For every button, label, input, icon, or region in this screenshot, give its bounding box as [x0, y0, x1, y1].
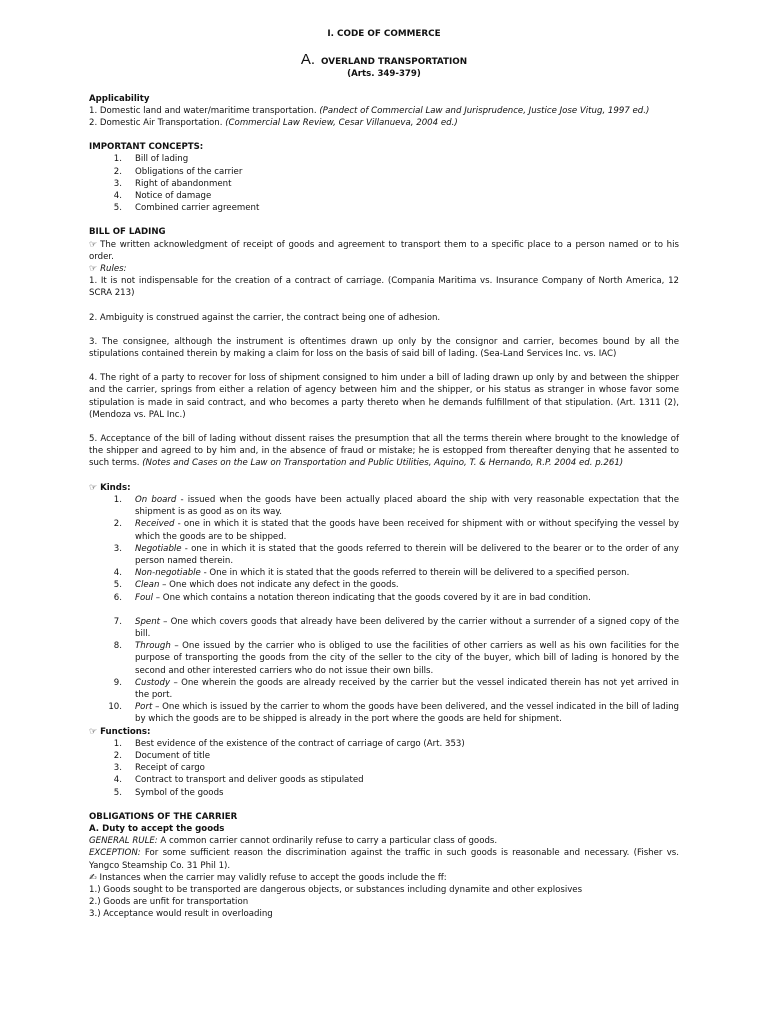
- section-heading: [89, 51, 679, 69]
- list-item: 9. Custody – One wherein the goods are already received by the carrier but the vessel indicated therein has not yet arrived in the port.: [113, 677, 679, 700]
- bill-heading: BILL OF LADING: [89, 227, 166, 238]
- list-item: 2. Received - one in which it is stated that the goods have been received for shipment with or without specifying the vessel by which the goods are to be shipped.: [113, 519, 679, 542]
- list-item: 4. Contract to transport and deliver goods as stipulated: [113, 775, 364, 786]
- list-item: 6. Foul – One which contains a notation thereon indicating that the goods covered by it are in bad condition.: [113, 592, 591, 603]
- bill-definition: ☞ The written acknowledgment of receipt of goods and agreement to transport them to a specific place to a person named or to his order.: [89, 239, 679, 262]
- general-rule: GENERAL RULE: A common carrier cannot ordinarily refuse to carry a particular class of goods.: [89, 836, 498, 847]
- list-item: 7. Spent – One which covers goods that already have been delivered by the carrier without a surrender of a signed copy of the bill.: [113, 616, 679, 639]
- applicability-item: 1. Domestic land and water/maritime transportation. (Pandect of Commercial Law and Jurisprudence, Justice Jose Vitug, 1997 ed.): [89, 105, 650, 116]
- list-item: 3. Right of abandonment: [113, 178, 232, 189]
- list-item: 3. Negotiable - one in which it is stated that the goods referred to therein will be delivered to the bearer or to the order of any person named therein.: [113, 543, 679, 566]
- list-item: 5. Combined carrier agreement: [113, 203, 260, 214]
- functions-label: ☞ Functions:: [89, 726, 151, 737]
- rule-2: 2. Ambiguity is construed against the carrier, the contract being one of adhesion.: [89, 312, 441, 323]
- list-item: 5. Clean – One which does not indicate any defect in the goods.: [113, 580, 399, 591]
- rule-5: 5. Acceptance of the bill of lading without dissent raises the presumption that all the terms therein where brought to the knowledge of the shipper and agreed to by him and, in the absence of fraud or mistake; he is estopped from thereafter denying that he assented to such terms. (Notes and Cases on the Law on Transportation and Public Utilities, Aquino, T. & Hernando, R.P. 2004 ed. p.261): [89, 434, 679, 469]
- instances-intro: ✍ Instances when the carrier may validly refuse to accept the goods include the ff:: [89, 872, 447, 883]
- kinds-label: ☞ Kinds:: [89, 482, 131, 493]
- list-item: 4. Notice of damage: [113, 191, 212, 202]
- list-item: 3.) Acceptance would result in overloading: [89, 909, 273, 920]
- pointing-hand-icon: ☞: [89, 482, 98, 493]
- pointing-hand-icon: ☞: [89, 239, 98, 250]
- obligations-subheading: A. Duty to accept the goods: [89, 823, 225, 834]
- list-item: 2. Obligations of the carrier: [113, 166, 243, 177]
- list-item: 10. Port – One which is issued by the carrier to whom the goods have been delivered, and the vessel indicated in the bill of lading by which the goods are to be shipped is already in the port where the goods are held for shipment.: [108, 702, 679, 725]
- concepts-heading: IMPORTANT CONCEPTS:: [89, 142, 204, 153]
- list-item: 1.) Goods sought to be transported are dangerous objects, or substances including dynamite and other explosives: [89, 884, 583, 895]
- list-item: 2.) Goods are unfit for transportation: [89, 897, 249, 908]
- list-item: 2. Document of title: [113, 750, 211, 761]
- list-item: 1. Best evidence of the existence of the contract of carriage of cargo (Art. 353): [113, 738, 465, 749]
- exception: EXCEPTION: For some sufficient reason the discrimination against the traffic in such goods is reasonable and necessary. (Fisher vs. Yangco Steamship Co. 31 Phil 1).: [89, 848, 679, 871]
- obligations-heading: OBLIGATIONS OF THE CARRIER: [89, 811, 238, 822]
- rule-3: 3. The consignee, although the instrument is oftentimes drawn up only by the consignor and carrier, becomes bound by all the stipulations contained therein by making a claim for loss on the basis of said bill of lading. (Sea-Land Services Inc. vs. IAC): [89, 336, 679, 360]
- rule-1: 1. It is not indispensable for the creation of a contract of carriage. (Compania Maritima vs. Insurance Company of North America, 12 SCRA 213): [89, 276, 679, 299]
- rule-4: 4. The right of a party to recover for loss of shipment consigned to him under a bill of lading drawn up only by and between the shipper and the carrier, springs from either a relation of agency between him and the shipper, or his status as stranger in whose favor some stipulation is made in said contract, and who becomes a party thereto when he demands fulfillment of that stipulation. (Art. 1311 (2), (Mendoza vs. PAL Inc.): [89, 373, 679, 420]
- list-item: 1. On board - issued when the goods have been actually placed aboard the ship with very reasonable expectation that the shipment is as good as on its way.: [113, 494, 679, 518]
- section-letter: A.: [300, 51, 316, 69]
- functions-list: [89, 738, 679, 799]
- concepts-list: [89, 153, 679, 214]
- kinds-list: [89, 494, 679, 726]
- writing-hand-icon: ✍: [89, 872, 97, 883]
- pointing-hand-icon: ☞: [89, 726, 98, 737]
- list-item: 4. Non-negotiable - One in which it is stated that the goods referred to therein will be delivered to a specified person.: [113, 568, 630, 579]
- articles-range: (Arts. 349-379): [347, 69, 421, 80]
- pointing-hand-icon: ☞: [89, 264, 98, 275]
- section-title: OVERLAND TRANSPORTATION: [321, 57, 468, 68]
- list-item: 3. Receipt of cargo: [113, 763, 205, 774]
- list-item: 8. Through – One issued by the carrier who is obliged to use the facilities of other carriers as well as his own facilities for the purpose of transporting the goods from the city of the seller to the city of the buyer, which bill of lading is honored by the second and other interested carriers who do not issue their own bills.: [113, 641, 679, 676]
- list-item: 5. Symbol of the goods: [113, 787, 224, 798]
- applicability-heading: Applicability: [89, 93, 150, 104]
- code-heading: I. CODE OF COMMERCE: [327, 29, 441, 39]
- rules-label: ☞ Rules:: [89, 264, 127, 275]
- document-page: [89, 28, 679, 921]
- list-item: 1. Bill of lading: [113, 154, 189, 165]
- applicability-item: 2. Domestic Air Transportation. (Commercial Law Review, Cesar Villanueva, 2004 ed.): [89, 118, 458, 129]
